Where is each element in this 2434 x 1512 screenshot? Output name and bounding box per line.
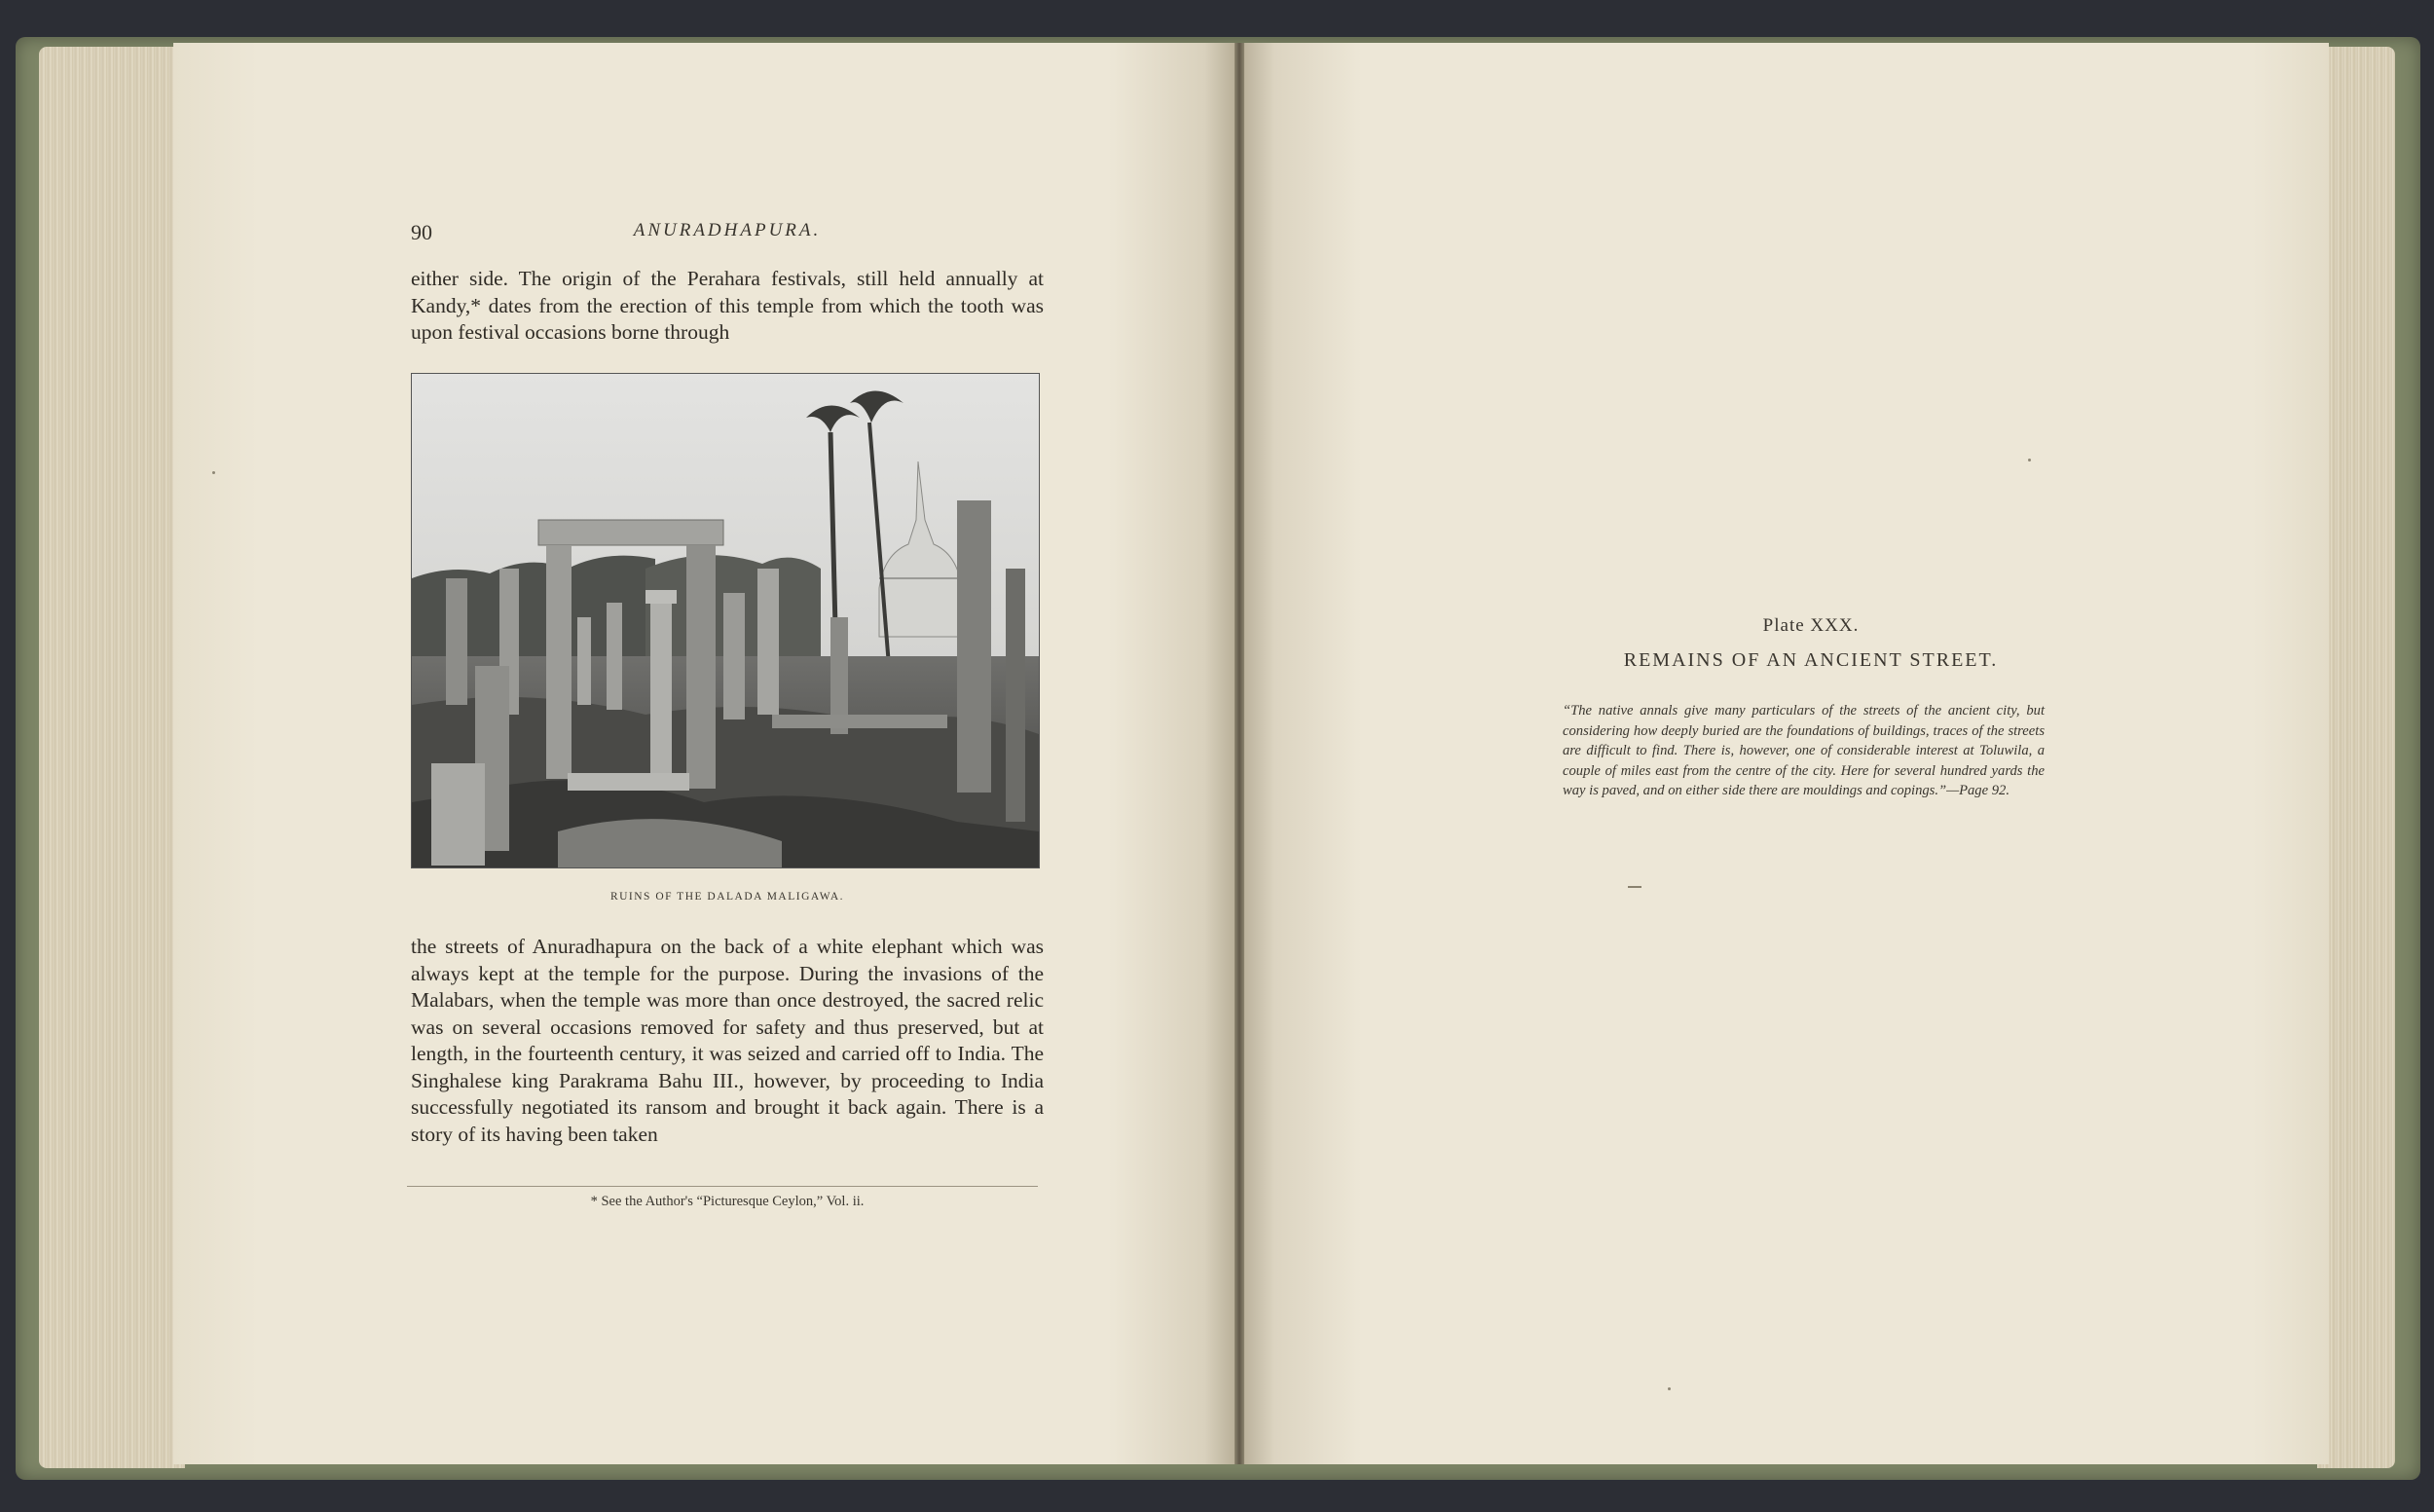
plate-label: Plate XXX. [1762, 615, 1860, 636]
footnote-rule [407, 1186, 1038, 1187]
paper-speck [212, 471, 215, 474]
ruins-photograph [411, 373, 1040, 868]
paper-speck [2028, 459, 2031, 461]
paragraph-1: either side. The origin of the Perahara festivals, still held annually at Kandy,* dates from the erection of this temple from which the tooth was upon festival occasions borne through [411, 267, 1044, 344]
left-page-edges [39, 47, 185, 1468]
right-page-edges [2317, 47, 2395, 1468]
running-head [411, 220, 1044, 249]
photo-caption: RUINS OF THE DALADA MALIGAWA. [609, 891, 845, 903]
plate-quote: “The native annals give many particulars of the streets of the ancient city, but considering how deeply buried are the foundations of buildings, traces of the streets are difficult to find. There is, however, one of considerable interest at Toluwila, a couple of miles east from the centre of the city. Here for several hundred yards the way is paved, and on either side there are mouldings and copings.”—Page 92. [1563, 703, 2045, 798]
paper-speck [1668, 1387, 1671, 1390]
footnote: * See the Author's “Picturesque Ceylon,” Vol. ii. [590, 1194, 865, 1209]
decorative-dash [1628, 886, 1641, 888]
page-number: 90 [411, 220, 432, 244]
paragraph-2: the streets of Anuradhapura on the back of a white elephant which was always kept at the temple for the purpose. During the invasions of the Malabars, when the temple was more than once destroyed, the sacred relic was on several occasions removed for safety and thus preserved, but at length, in the fourteenth century, it was seized and carried off to India. The Singhalese king Parakrama Bahu III., however, by proceeding to India successfully negotiated its ransom and brought it back again. There is a story of its having been taken [411, 935, 1044, 1146]
plate-title: REMAINS OF AN ANCIENT STREET. [1623, 649, 1999, 671]
book-gutter [1235, 43, 1244, 1464]
running-title: ANURADHAPURA. [633, 220, 822, 240]
